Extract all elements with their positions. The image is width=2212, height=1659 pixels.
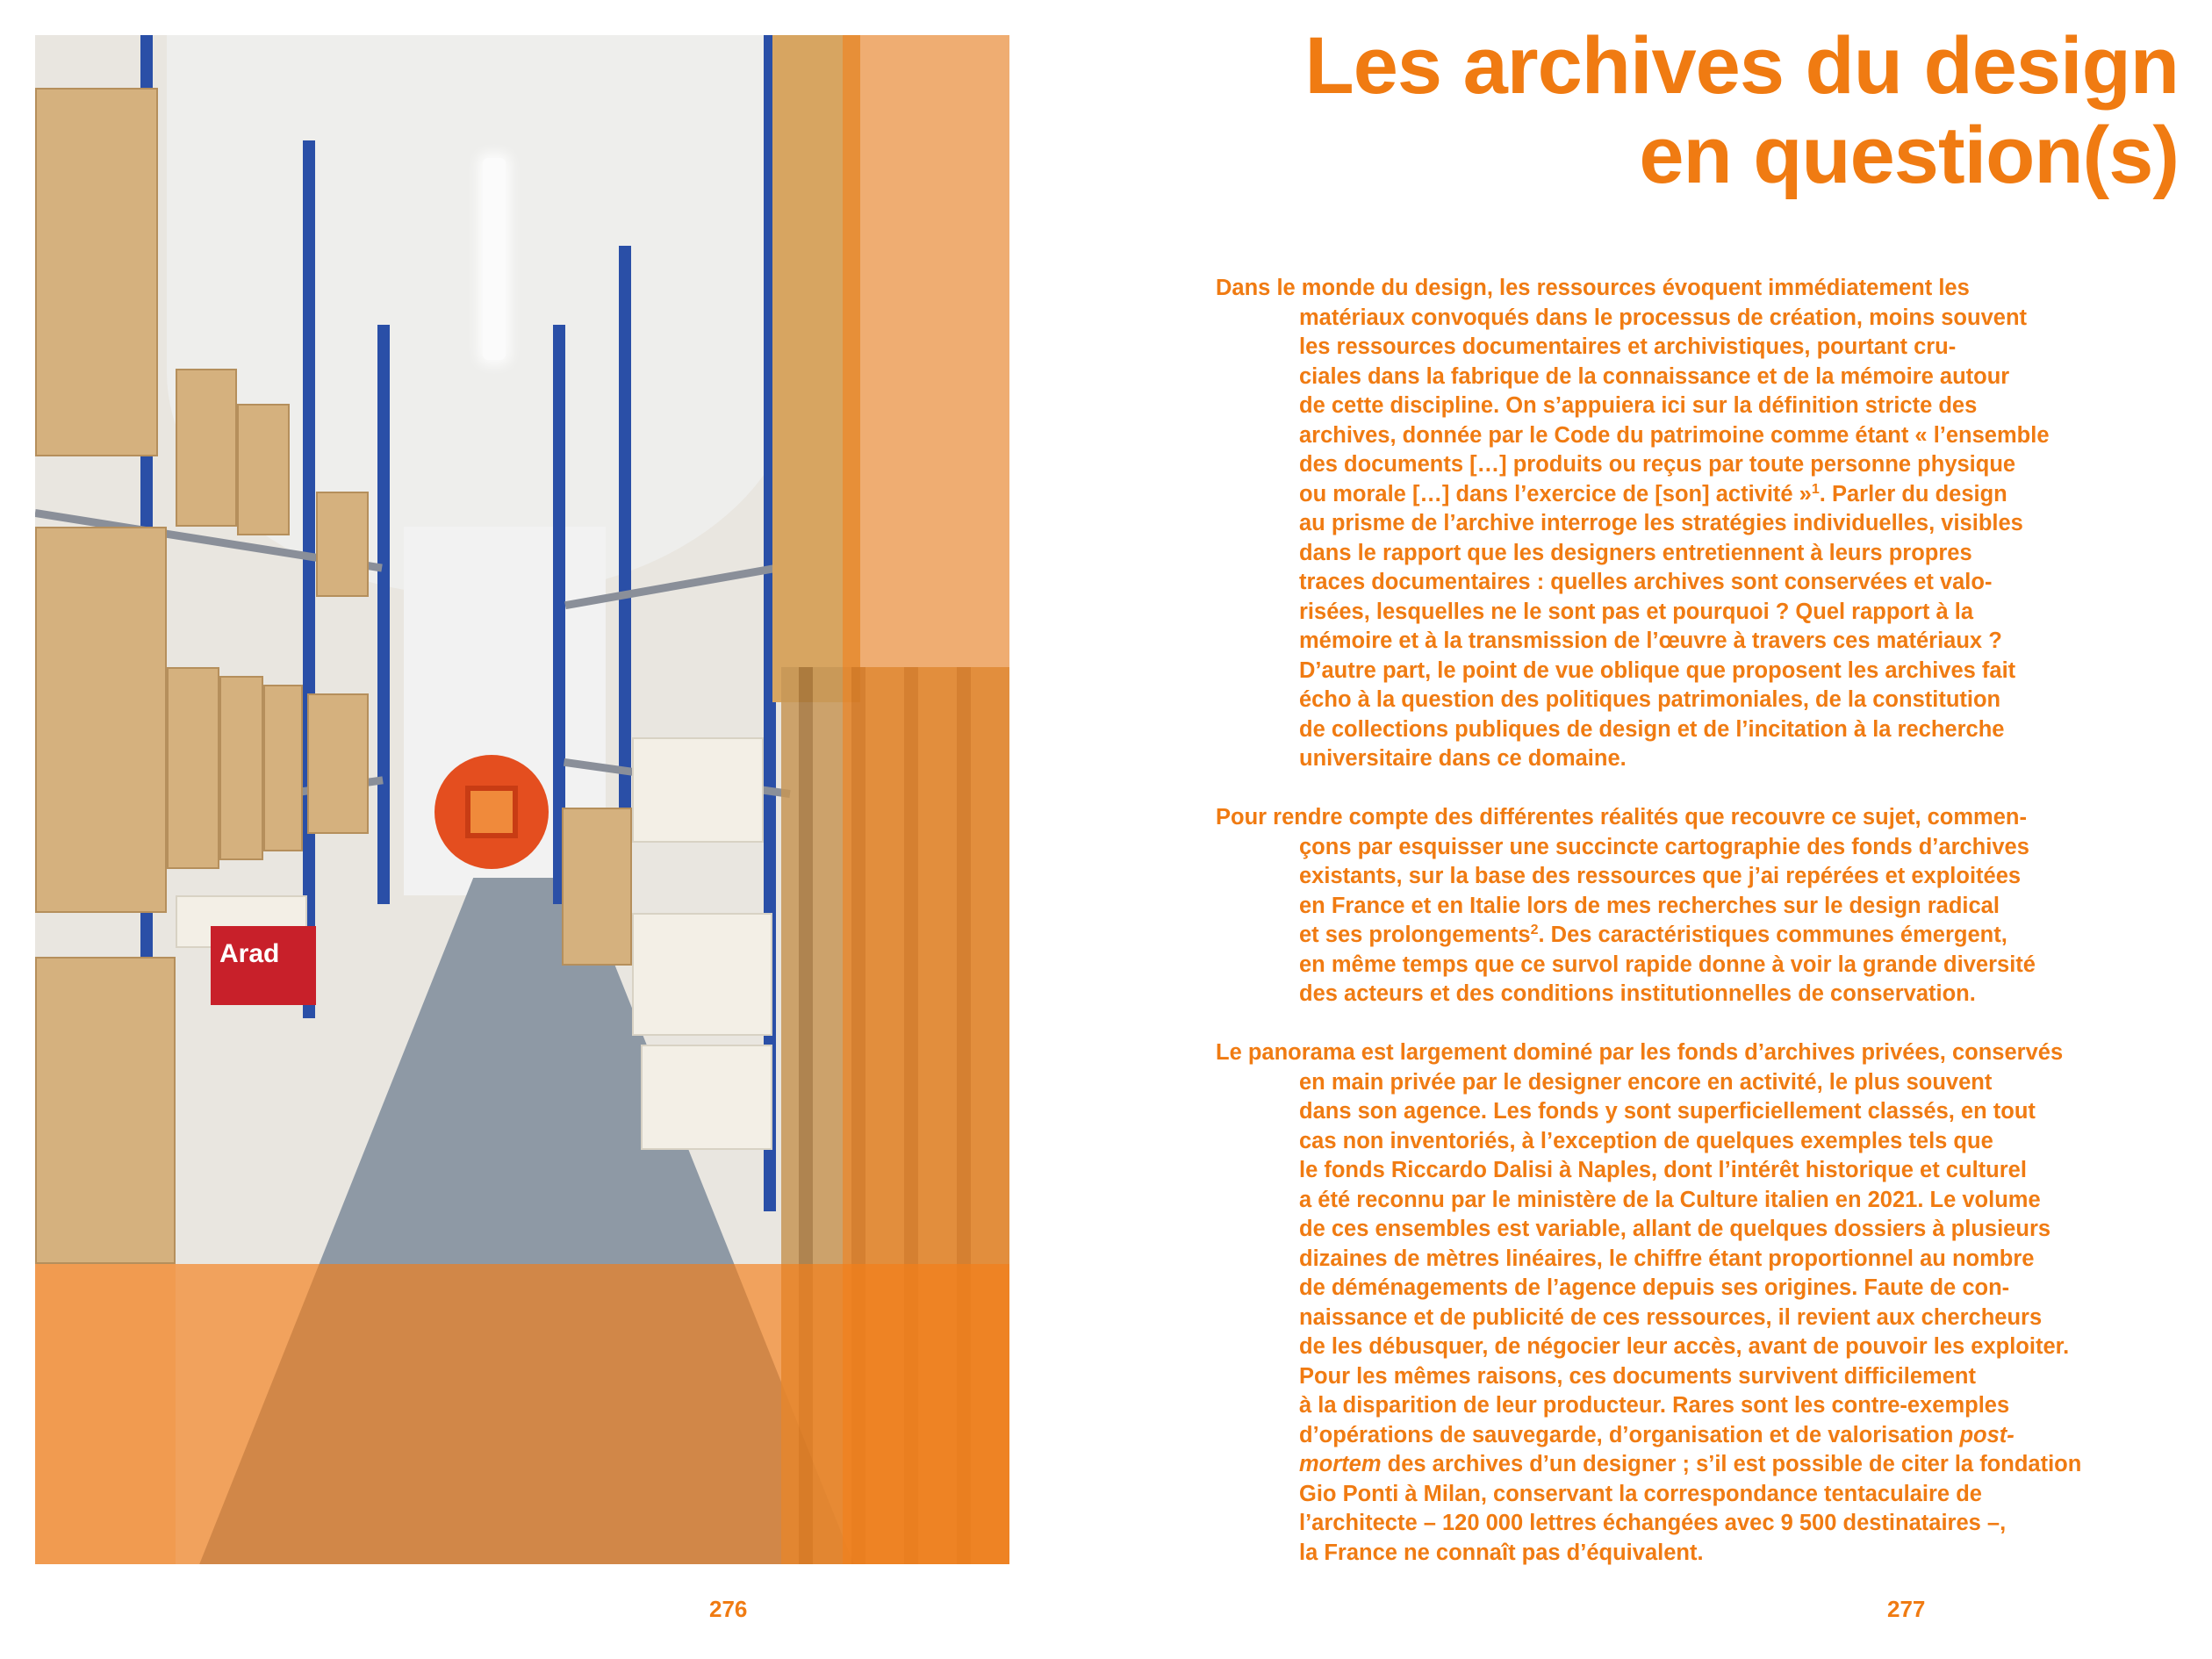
text-line: Dans le monde du design, les ressources évoquent immédiatement les: [1216, 276, 1970, 300]
text-line: Pour rendre compte des différentes réalités que recouvre ce sujet, commen-: [1216, 805, 2027, 830]
text-fragment: . Des caractéristiques communes émergent,: [1538, 923, 2007, 947]
text-line: l’architecte – 120 000 lettres échangées avec 9 500 destinataires –,: [1299, 1511, 2007, 1535]
title-line-2: en question(s): [1639, 111, 2179, 200]
red-emblem-core: [465, 786, 518, 838]
orange-overlay-bottom: [35, 1264, 1009, 1564]
text-line: risées, lesquelles ne le sont pas et pourquoi ? Quel rapport à la: [1299, 599, 1974, 624]
text-line: la France ne connaît pas d’équivalent.: [1299, 1540, 1704, 1565]
footnote-marker: 2: [1530, 923, 1539, 937]
text-line: traces documentaires : quelles archives sont conservées et valo-: [1299, 570, 1993, 594]
text-line: les ressources documentaires et archivistiques, pourtant cru-: [1299, 334, 1957, 359]
body-text: [1216, 274, 2181, 1598]
stacked-papers: [632, 913, 772, 1036]
text-line: existants, sur la base des ressources que j’ai repérées et exploitées: [1299, 864, 2022, 888]
archive-box: [562, 808, 632, 966]
archive-box: [316, 492, 369, 597]
archive-box: [35, 88, 158, 456]
title-line-1: Les archives du design: [1304, 21, 2179, 111]
text-line: archives, donnée par le Code du patrimoine comme étant « l’ensemble: [1299, 422, 2050, 448]
ceiling-lamp: [483, 158, 506, 360]
text-line: dans le rapport que les designers entretiennent à leurs propres: [1299, 540, 1972, 565]
archive-box: [35, 527, 167, 913]
text-line: matériaux convoqués dans le processus de création, moins souvent: [1299, 305, 2028, 330]
text-line: cas non inventoriés, à l’exception de quelques exemples tels que: [1299, 1128, 1993, 1153]
text-line: de les débusquer, de négocier leur accès, avant de pouvoir les exploiter.: [1299, 1334, 2070, 1359]
text-line: au prisme de l’archive interroge les stratégies individuelles, visibles: [1299, 511, 2023, 535]
archive-box: [35, 957, 176, 1264]
archive-box: [167, 667, 219, 869]
archive-box: [307, 693, 369, 834]
archive-box: [176, 369, 237, 527]
text-line: de déménagements de l’agence depuis ses origines. Faute de con-: [1299, 1275, 2010, 1300]
left-shelf-upright: [377, 325, 390, 904]
text-line: [1216, 921, 2181, 951]
text-line: de ces ensembles est variable, allant de quelques dossiers à plusieurs: [1299, 1217, 2051, 1241]
stacked-papers: [641, 1045, 772, 1150]
text-line: [1216, 1421, 2181, 1451]
text-line: en France et en Italie lors de mes recherches sur le design radical: [1299, 893, 2000, 918]
paragraph-1: [1216, 274, 2181, 774]
text-line: D’autre part, le point de vue oblique que proposent les archives fait: [1299, 657, 2016, 683]
text-fragment: et ses prolongements: [1299, 923, 1531, 947]
text-line: universitaire dans ce domaine.: [1299, 746, 1627, 771]
text-line: ciales dans la fabrique de la connaissance et de la mémoire autour: [1299, 363, 2010, 389]
archive-box: [237, 404, 290, 535]
text-fragment: ou morale […] dans l’exercice de [son] activité »: [1299, 481, 1812, 506]
text-line: de collections publiques de design et de l’incitation à la recherche: [1299, 716, 2005, 742]
text-line: a été reconnu par le ministère de la Culture italien en 2021. Le volume: [1299, 1187, 2041, 1212]
text-line: [1216, 480, 2181, 510]
left-shelf-upright: [303, 140, 315, 1018]
text-line: des acteurs et des conditions institutionnelles de conservation.: [1299, 981, 1976, 1006]
page-title: [1125, 21, 2179, 200]
text-fragment: d’opérations de sauvegarde, d’organisation et de valorisation: [1299, 1422, 1960, 1447]
paragraph-3: [1216, 1038, 2181, 1568]
text-line: en même temps que ce survol rapide donne à voir la grande diversité: [1299, 952, 2036, 977]
archive-shelves-photo: [35, 35, 1009, 1564]
text-line: çons par esquisser une succincte cartographie des fonds d’archives: [1299, 834, 2029, 859]
italic-fragment: mortem: [1299, 1452, 1382, 1476]
stacked-papers: [632, 737, 764, 843]
page-number-left: 276: [709, 1596, 748, 1622]
orange-overlay-left: [35, 1264, 176, 1564]
text-line: mémoire et à la transmission de l’œuvre à travers ces matériaux ?: [1299, 628, 2002, 653]
text-line: des documents […] produits ou reçus par toute personne physique: [1299, 452, 2016, 477]
text-line: Gio Ponti à Milan, conservant la correspondance tentaculaire de: [1299, 1481, 1982, 1506]
text-line: en main privée par le designer encore en activité, le plus souvent: [1299, 1069, 1993, 1095]
text-line: Pour les mêmes raisons, ces documents survivent difficilement: [1299, 1363, 1976, 1389]
text-line: le fonds Riccardo Dalisi à Naples, dont l’intérêt historique et culturel: [1299, 1158, 2027, 1182]
text-fragment: des archives d’un designer ; s’il est possible de citer la fondation: [1381, 1452, 2082, 1476]
text-line: [1216, 1450, 2181, 1480]
arad-book-label: Arad: [219, 939, 280, 968]
text-fragment: . Parler du design: [1819, 481, 2007, 506]
text-line: dizaines de mètres linéaires, le chiffre étant proportionnel au nombre: [1299, 1246, 2035, 1271]
paragraph-2: [1216, 803, 2181, 1009]
text-line: de cette discipline. On s’appuiera ici sur la définition stricte des: [1299, 393, 1978, 418]
footnote-marker: 1: [1811, 481, 1820, 497]
archive-box: [219, 676, 263, 860]
text-line: Le panorama est largement dominé par les fonds d’archives privées, conservés: [1216, 1040, 2064, 1065]
text-line: dans son agence. Les fonds y sont superficiellement classés, en tout: [1299, 1099, 2036, 1124]
text-line: naissance et de publicité de ces ressources, il revient aux chercheurs: [1299, 1304, 2043, 1330]
italic-fragment: post-: [1959, 1422, 2014, 1447]
text-line: à la disparition de leur producteur. Rares sont les contre-exemples: [1299, 1393, 2010, 1418]
page-number-right: 277: [1887, 1596, 1926, 1622]
archive-box: [263, 685, 303, 851]
text-line: écho à la question des politiques patrimoniales, de la constitution: [1299, 687, 2001, 712]
